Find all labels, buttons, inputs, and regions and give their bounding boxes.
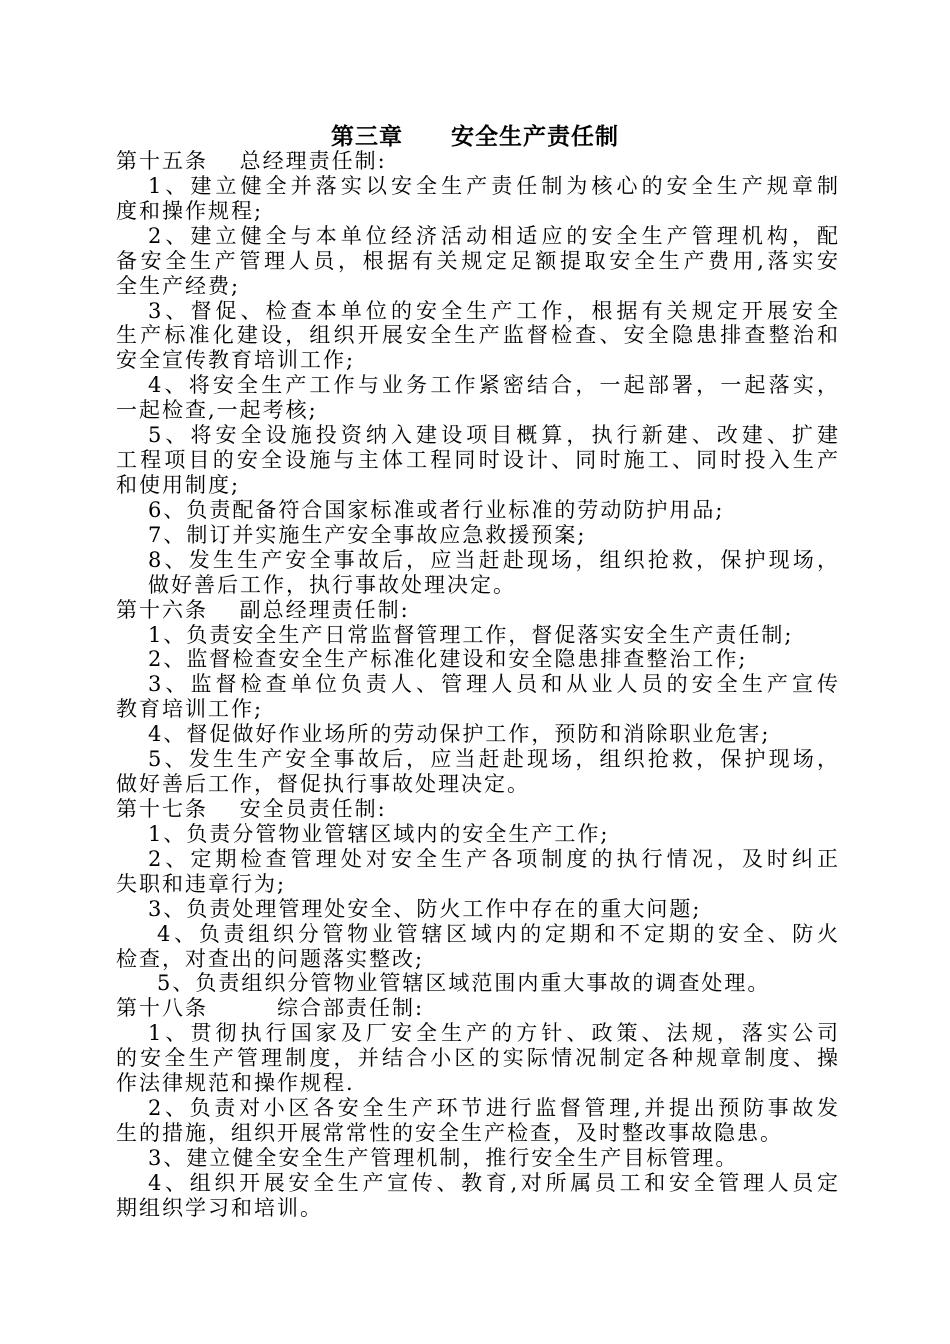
clause-item: [116, 1096, 838, 1146]
clause-item: [116, 672, 838, 722]
text-line: 一起检查,一起考核;: [116, 398, 318, 423]
article-heading: 第十七条 安全员责任制:: [116, 796, 387, 821]
clause-item: [116, 299, 838, 374]
text-line: 2、负责对小区各安全生产环节进行监督管理,并提出预防事故发: [148, 1096, 838, 1121]
clause-item: [116, 897, 838, 922]
article-heading: 第十六条 副总经理责任制:: [116, 597, 410, 622]
text-line: 3、负责处理管理处安全、防火工作中存在的重大问题;: [148, 896, 702, 921]
clause-item: [116, 1171, 838, 1221]
text-line: 做好善后工作，执行事故处理决定。: [148, 572, 516, 597]
text-line: 备安全生产管理人员，根据有关规定足额提取安全生产费用,落实安: [116, 248, 838, 273]
text-line: 生产标准化建设，组织开展安全生产监督检查、安全隐患排查整治和: [116, 323, 838, 348]
clause-item: [116, 1146, 838, 1171]
article-section: [116, 598, 838, 797]
clause-item: [116, 747, 838, 797]
clause-item: [116, 847, 838, 897]
text-line: 5、发生生产安全事故后，应当赶赴现场，组织抢救，保护现场，: [148, 747, 838, 772]
text-line: 和使用制度;: [116, 472, 241, 497]
clause-item: [116, 423, 838, 498]
article-section: [116, 149, 838, 598]
article-section: [116, 996, 838, 1220]
clause-item: [116, 498, 838, 523]
document-body: [116, 149, 838, 1221]
clause-item: [116, 922, 838, 972]
clause-item: [116, 523, 838, 548]
text-line: 6、负责配备符合国家标准或者行业标准的劳动防护用品;: [148, 497, 725, 522]
article-heading: 第十八条 综合部责任制:: [116, 996, 425, 1021]
clause-item: [116, 174, 838, 224]
clause-item: [116, 722, 838, 747]
text-line: 作法律规范和操作规程.: [116, 1071, 355, 1096]
text-line: 全生产经费;: [116, 273, 241, 298]
text-line: 4、组织开展安全生产宣传、教育,对所属员工和安全管理人员定: [148, 1170, 838, 1195]
clause-item: [116, 971, 838, 996]
clause-item: [116, 822, 838, 847]
text-line: 安全宣传教育培训工作;: [116, 348, 356, 373]
clause-item: [116, 647, 838, 672]
text-line: 2、监督检查安全生产标准化建设和安全隐患排查整治工作;: [148, 647, 748, 672]
text-line: 5、将安全设施投资纳入建设项目概算，执行新建、改建、扩建: [148, 423, 838, 448]
text-line: 期组织学习和培训。: [116, 1195, 323, 1220]
text-line: 度和操作规程;: [116, 198, 264, 223]
text-line: 4、负责组织分管物业管辖区域内的定期和不定期的安全、防火: [157, 921, 838, 946]
text-line: 4、将安全生产工作与业务工作紧密结合，一起部署，一起落实，: [148, 373, 838, 398]
clause-item: [116, 548, 838, 598]
text-line: 7、制订并实施生产安全事故应急救援预案;: [148, 522, 587, 547]
text-line: 3、督促、检查本单位的安全生产工作，根据有关规定开展安全: [148, 298, 838, 323]
clause-item: [116, 623, 838, 648]
text-line: 生的措施，组织开展常常性的安全生产检查，及时整改事故隐患。: [116, 1120, 783, 1145]
text-line: 2、定期检查管理处对安全生产各项制度的执行情况，及时纠正: [148, 846, 838, 871]
clause-item: [116, 224, 838, 299]
text-line: 3、建立健全安全生产管理机制，推行安全生产目标管理。: [148, 1145, 739, 1170]
text-line: 检查，对查出的问题落实整改;: [116, 946, 425, 971]
text-line: 4、督促做好作业场所的劳动保护工作，预防和消除职业危害;: [148, 722, 771, 747]
text-line: 5、负责组织分管物业管辖区域范围内重大事故的调查处理。: [157, 971, 771, 996]
text-line: 2、建立健全与本单位经济活动相适应的安全生产管理机构，配: [148, 223, 838, 248]
text-line: 做好善后工作，督促执行事故处理决定。: [116, 772, 530, 797]
article-section: [116, 797, 838, 996]
article-heading: 第十五条 总经理责任制:: [116, 149, 387, 173]
text-line: 8、发生生产安全事故后，应当赶赴现场，组织抢救，保护现场，: [148, 547, 838, 572]
text-line: 3、监督检查单位负责人、管理人员和从业人员的安全生产宣传: [148, 672, 838, 697]
chapter-title: 第三章 安全生产责任制: [331, 123, 619, 150]
text-line: 1、建立健全并落实以安全生产责任制为核心的安全生产规章制: [148, 173, 838, 198]
text-line: 的安全生产管理制度，并结合小区的实际情况制定各种规章制度、操: [116, 1046, 838, 1071]
clause-item: [116, 1021, 838, 1096]
text-line: 失职和违章行为;: [116, 871, 287, 896]
clause-item: [116, 373, 838, 423]
text-line: 1、负责分管物业管辖区域内的安全生产工作;: [148, 821, 610, 846]
text-line: 教育培训工作;: [116, 697, 264, 722]
text-line: 1、负责安全生产日常监督管理工作，督促落实安全生产责任制;: [148, 622, 794, 647]
text-line: 工程项目的安全设施与主体工程同时设计、同时施工、同时投入生产: [116, 448, 838, 473]
text-line: 1、贯彻执行国家及厂安全生产的方针、政策、法规，落实公司: [148, 1021, 838, 1046]
